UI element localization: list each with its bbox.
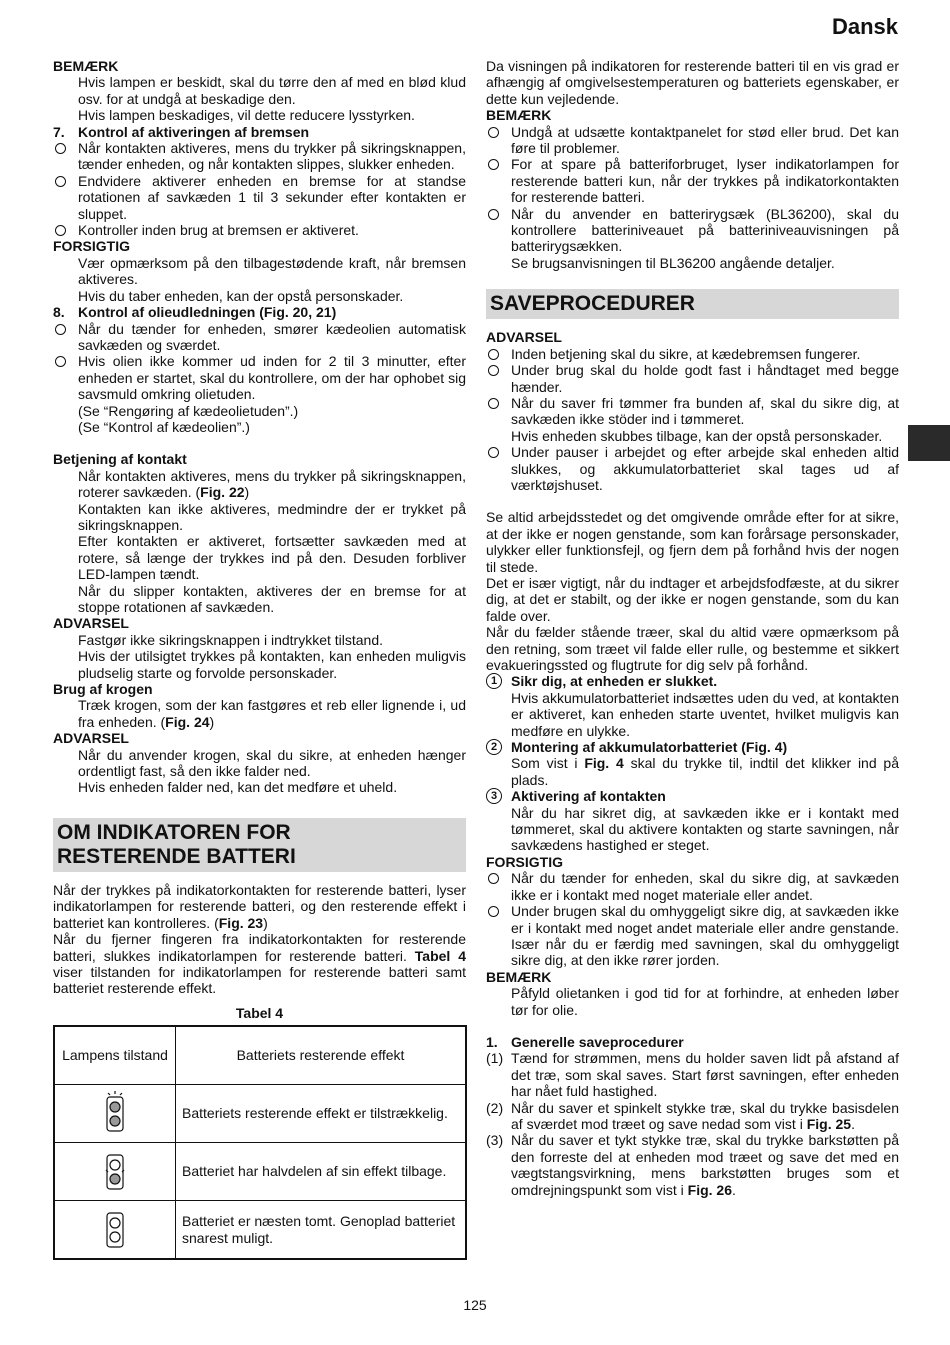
warning-text: Fastgør ikke sikringsknappen i indtrykket tilstand. <box>78 631 384 648</box>
note-text: Hvis lampen beskadiges, vil dette reducere lysstyrken. <box>78 107 415 124</box>
step-text: Hvis akkumulatorbatteriet indsættes uden du ved, at kontakten er aktiveret, kan enheden starte uventet, hvilket muligvis kan medføre en ulykke. <box>511 689 899 739</box>
circle-bullet-icon <box>55 176 66 187</box>
table-cell: Batteriets resterende effekt er tilstrækkelig. <box>176 1085 467 1143</box>
note-text: Påfyld olietanken i god tid for at forhindre, at enheden løber tør for olie. <box>511 985 899 1018</box>
table-cell: Batteriet har halvdelen af sin effekt tilbage. <box>176 1143 467 1201</box>
bullet-item: Hvis olien ikke kommer ud inden for 2 til 3 minutter, efter enheden er startet, skal du kontrollere, om der har ophobet sig savsmuld omkring olietuden. <box>53 353 466 402</box>
body-text: Når kontakten aktiveres, mens du trykker på sikringsknappen, roterer savkæden. (Fig. 22) <box>78 467 466 501</box>
circle-bullet-icon <box>488 447 499 458</box>
caution-text: Vær opmærksom på den tilbagestødende kraft, når bremsen aktiveres. <box>78 254 466 288</box>
circle-bullet-icon <box>488 159 499 170</box>
lamp-one-lit-icon <box>54 1143 176 1201</box>
warning-text: Når du anvender krogen, skal du sikre, at enheden hænger ordentligt fast, så den ikke falder ned. <box>78 746 466 780</box>
numbered-heading: 8. Kontrol af olieudledningen (Fig. 20, 21) <box>53 304 337 321</box>
language-label: Dansk <box>831 14 898 39</box>
caution-text: Hvis du taber enheden, kan der opstå personskader. <box>78 287 404 304</box>
body-text: Når du fjerner fingeren fra indikatorkontakten for resterende batteri, slukkes indikatorlampen for resterende batteri. Tabel 4 viser tilstanden for indikatorlampen for resterende batteri samt batteriet resterende effekt. <box>53 931 466 997</box>
circle-bullet-icon <box>488 398 499 409</box>
bullet-item: Kontroller inden brug at bremsen er aktiveret. <box>53 222 466 238</box>
note-text: Hvis lampen er beskidt, skal du tørre den af med en blød klud osv. for at undgå at beskadige den. <box>78 74 466 107</box>
circled-number: 3 <box>486 788 502 804</box>
bullet-item: Når du anvender en batterirygsæk (BL36200), skal du kontrollere batteriniveauet på batteriniveauvisningen på batterirygsækken. <box>486 206 899 255</box>
body-text: Kontakten kan ikke aktiveres, medmindre der er trykket på sikringsknappen. <box>78 500 466 533</box>
circle-bullet-icon <box>55 143 66 154</box>
circle-bullet-icon <box>488 349 499 360</box>
page-number: 125 <box>463 1297 487 1313</box>
circle-bullet-icon <box>55 356 66 367</box>
subheading: Betjening af kontakt <box>53 451 187 468</box>
table-header-row <box>54 1026 466 1085</box>
circle-bullet-icon <box>488 906 499 917</box>
bullet-item: Når kontakten aktiveres, mens du trykker på sikringsknappen, tænder enheden, og når kontakten slippes, slukker enheden. <box>53 140 466 173</box>
bullet-item: Når du tænder for enheden, smører kædeolien automatisk savkæden og sværdet. <box>53 321 466 354</box>
left-column <box>53 58 466 1260</box>
list-item: (1) Tænd for strømmen, mens du holder saven lidt på afstand af det træ, som skal saves. Start først savningen, efter enheden har nået fuld hastighed. <box>486 1050 899 1100</box>
bullet-item: Inden betjening skal du sikre, at kædebremsen fungerer. <box>486 346 899 362</box>
body-text: Se brugsanvisningen til BL36200 angående detaljer. <box>511 254 835 271</box>
step-heading: 1 Sikr dig, at enheden er slukket. <box>486 673 899 689</box>
circle-bullet-icon <box>488 365 499 376</box>
bullet-item: Under brugen skal du omhyggeligt sikre dig, at savkæden ikke er i kontakt med noget andet materiale eller andre genstande. Især når du er færdig med savningen, skal du omhyggeligt sikre dig, at den ikke rører jorden. <box>486 903 899 969</box>
warning-label: ADVARSEL <box>53 615 129 632</box>
circled-number: 2 <box>486 739 502 755</box>
warning-text: Hvis enheden falder ned, kan det medføre et uheld. <box>78 779 398 796</box>
lamp-two-lit-icon <box>54 1085 176 1143</box>
table-caption: Tabel 4 <box>235 1004 284 1021</box>
circle-bullet-icon <box>488 209 499 220</box>
numbered-heading: 7. Kontrol af aktiveringen af bremsen <box>53 123 310 140</box>
lamp-none-lit-icon <box>54 1201 176 1260</box>
list-item: (3) Når du saver et tykt stykke træ, skal du trykke barkstøtten på den forreste del at enheden mod træet og save det med en vægtstangsvirkning, mens barkstøtten bruges som et omdrejningspunkt som vist i Fig. 26. <box>486 1132 899 1198</box>
bullet-item: Under brug skal du holde godt fast i håndtaget med begge hænder. <box>486 362 899 395</box>
bullet-item: For at spare på batteriforbruget, lyser indikatorlampen for resterende batteri kun, når der trykkes på indikatorkontakten for resterende batteri. <box>486 156 899 205</box>
warning-label: ADVARSEL <box>53 730 129 747</box>
body-text: Når du slipper kontakten, aktiveres der en bremse for at stoppe rotationen af savkæden. <box>78 582 466 615</box>
bullet-item: Under pauser i arbejdet og efter arbejde skal enheden altid slukkes, og akkumulatorbatteriet skal tages ud af værktøjshuset. <box>486 444 899 493</box>
bullet-item: Endvidere aktiverer enheden en bremse for at standse rotationen af savkæden 1 til 3 sekunder efter kontakten er sluppet. <box>53 173 466 222</box>
note-label: BEMÆRK <box>486 968 552 985</box>
note-label: BEMÆRK <box>53 58 119 74</box>
language-side-tab <box>908 425 950 461</box>
section-heading: OM INDIKATOREN FOR RESTERENDE BATTERI <box>53 818 466 872</box>
circle-bullet-icon <box>488 873 499 884</box>
battery-indicator-table <box>53 1025 467 1260</box>
warning-text: Hvis der utilsigtet trykkes på kontakten, kan enheden muligvis pludselig starte og forvolde personskader. <box>78 648 466 681</box>
body-text: Det er især vigtigt, når du indtager et arbejdsfodfæste, at du sikrer dig, at det er stabilt, og der ikke er nogen genstande, som du kan falde over. <box>486 574 899 624</box>
step-text: Som vist i Fig. 4 skal du trykke til, indtil det klikker ind på plads. <box>511 755 899 788</box>
reference-text: (Se “Kontrol af kædeolien”.) <box>78 418 250 435</box>
table-row <box>54 1143 466 1201</box>
circle-bullet-icon <box>488 127 499 138</box>
circle-bullet-icon <box>55 225 66 236</box>
subheading: Brug af krogen <box>53 681 153 698</box>
warning-label: ADVARSEL <box>486 329 562 346</box>
body-text: Når der trykkes på indikatorkontakten for resterende batteri, lyser indikatorlampen for resterende batteri, og den resterende effekt i batteriet kan kontrolleres. (Fig. 23) <box>53 881 466 931</box>
table-header-cell: Batteriets resterende effekt <box>176 1026 467 1085</box>
circle-bullet-icon <box>55 324 66 335</box>
body-text: Hvis enheden skubbes tilbage, kan der opstå personskader. <box>511 427 883 444</box>
step-text: Når du har sikret dig, at savkæden ikke er i kontakt med tømmeret, skal du aktivere kontakten og starte savningen, når savkædens hastighed er steget. <box>511 804 899 854</box>
bullet-item: Undgå at udsætte kontaktpanelet for stød eller brud. Det kan føre til problemer. <box>486 124 899 157</box>
table-header-cell: Lampens tilstand <box>54 1026 176 1085</box>
body-text: Træk krogen, som der kan fastgøres et reb eller lignende i, ud fra enheden. (Fig. 24) <box>78 697 466 730</box>
right-column <box>486 58 899 1198</box>
bullet-item: Når du saver fri tømmer fra bunden af, skal du sikre dig, at savkæden ikke stöder ind i tømmeret. <box>486 395 899 428</box>
numbered-heading: 1. Generelle saveprocedurer <box>486 1033 684 1050</box>
table-cell: Batteriet er næsten tomt. Genoplad batteriet snarest muligt. <box>176 1201 467 1260</box>
step-heading: 3 Aktivering af kontakten <box>486 788 899 804</box>
body-text: Efter kontakten er aktiveret, fortsætter savkæden med at rotere, så længe der trykkes ind på den. Desuden forbliver LED-lampen tændt. <box>78 533 466 583</box>
caution-label: FORSIGTIG <box>53 238 130 255</box>
list-item: (2) Når du saver et spinkelt stykke træ, skal du trykke basisdelen af sværdet mod træet og save nedad som vist i Fig. 25. <box>486 1099 899 1132</box>
section-heading: SAVEPROCEDURER <box>486 289 899 319</box>
body-text: Da visningen på indikatoren for resterende batteri til en vis grad er afhængig af omgivelsestemperaturen og batteriets egenskaber, er dette kun vejledende. <box>486 58 899 107</box>
note-label: BEMÆRK <box>486 107 552 124</box>
reference-text: (Se “Rengøring af kædeolietuden”.) <box>78 402 299 419</box>
body-text: Når du fælder stående træer, skal du altid være opmærksom på den retning, som træet vil falde eller rulle, og bestemme et sikkert evakueringssted og flugtrute for dig selv på forhånd. <box>486 624 899 673</box>
bullet-item: Når du tænder for enheden, skal du sikre dig, at savkæden ikke er i kontakt med noget materiale eller andet. <box>486 870 899 903</box>
table-row <box>54 1085 466 1143</box>
step-heading: 2 Montering af akkumulatorbatteriet (Fig. 4) <box>486 739 899 755</box>
circled-number: 1 <box>486 673 502 689</box>
body-text: Se altid arbejdsstedet og det omgivende område efter for at sikre, at der ikke er nogen genstande, som kan forårsage personskader, ulykker eller funktionsfejl, og fjern dem på forhånd hvis der nogen til stede. <box>486 509 899 575</box>
table-row <box>54 1201 466 1260</box>
caution-label: FORSIGTIG <box>486 853 563 870</box>
